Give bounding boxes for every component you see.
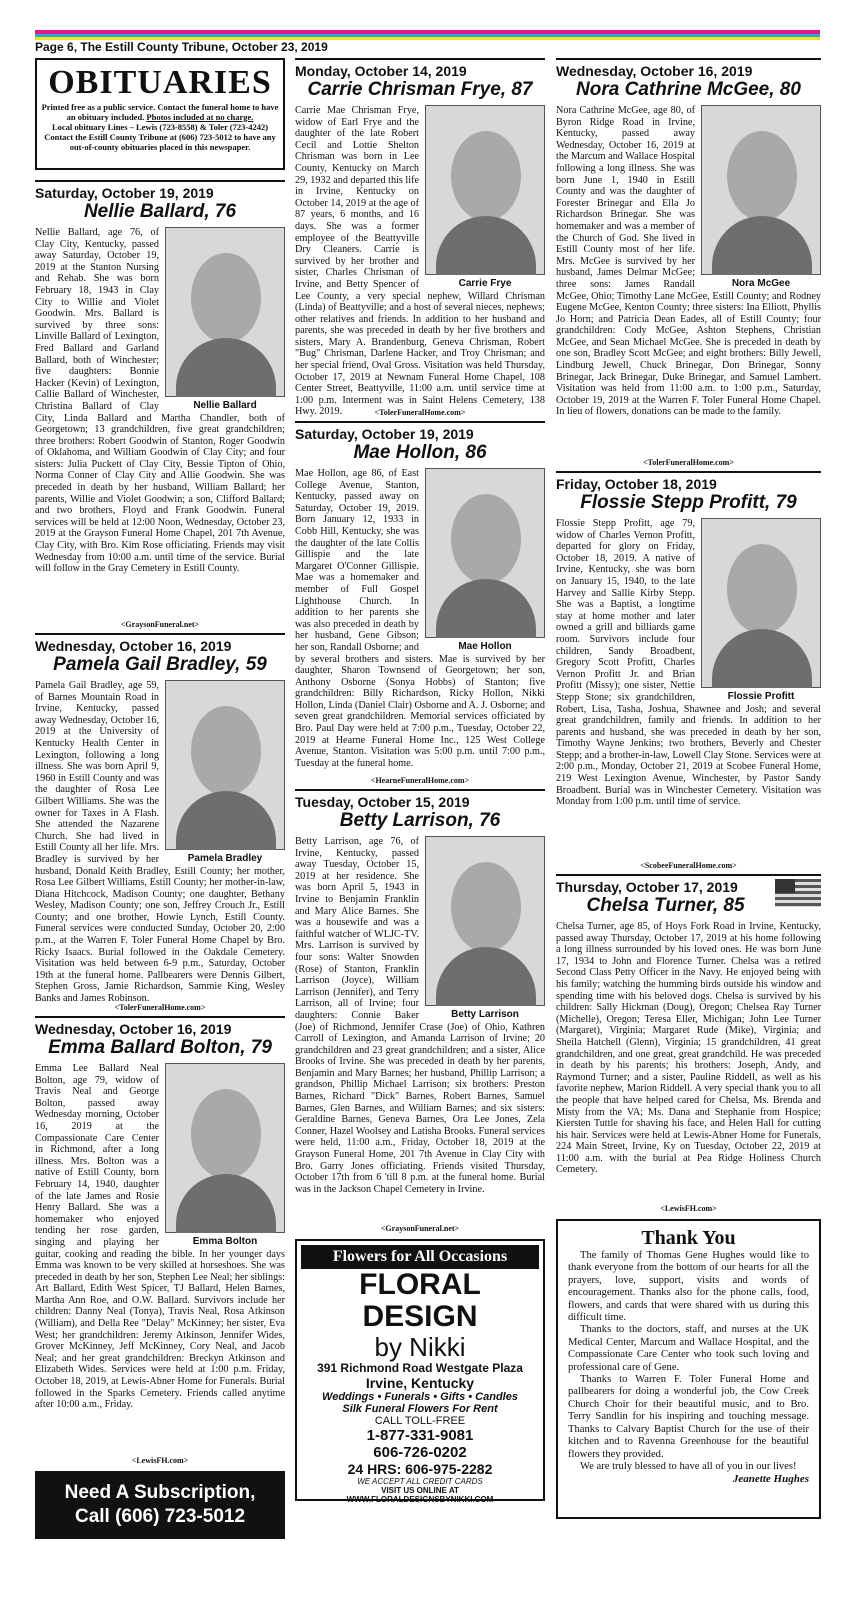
obit-hollon (295, 421, 545, 776)
obit-ballard (35, 180, 285, 620)
photo-caption: Carrie Frye (458, 278, 512, 289)
obit-profitt (556, 471, 821, 861)
obit-name: Pamela Gail Bradley, 59 (53, 654, 267, 675)
obit-name: Flossie Stepp Profitt, 79 (580, 492, 797, 513)
obit-text: Pamela Gail Bradley, age 59, of Barnes Mountain Road in Irvine, Kentucky, passed away Wednesday, October 16, 2019 at the University of Kentucky Health Center in Lexington, following a long illness. She was born April 9, 1960 in Estill County and was the daughter of Rosa Lee Gilbert Williams. She was the owner for Taxes in A Flash. She attended the Nazarene Church. She had lived in Estill County all her life. Mrs. Bradley is survived by her husband, Donald Keith Bradley, Estill County; her mother, Rosa Lee Gilbert Williams, Estill County; her mother-in-law, Diana Hitchcock, Madison County; one daughter, Bethany Wesley, Madison County; one son, Jeffrey Crouch Jr., Estill County; and one brother, Howie Lynch, Estill County. Funeral services were conducted Sunday, October 20, 2:00 p.m., at the Warren F. Toler Funeral Home Chapel by Bro. Ricky Isaacs. Burial followed in the Oakdale Cemetery. Visitation was held between 6-9 p.m., Saturday, October 19th at the funeral home. Pallbearers were Dennis Gilbert, Stephen Gross, Jamie Richardson, Sammie King, Wesley Banks and James Robinson. (35, 680, 285, 1005)
floral-design-ad (295, 1239, 545, 1504)
photo-caption: Betty Larrison (451, 1009, 519, 1020)
subscription-line: Call (606) 723-5012 (74, 1506, 246, 1527)
obit-source: <GraysonFuneral.net> (120, 620, 200, 629)
obit-photo (425, 105, 545, 289)
ad-phone: 1-877-331-9081 (366, 1427, 474, 1444)
ad-services: Weddings • Funerals • Gifts • Candles (322, 1391, 518, 1403)
thank-you-paragraph: Thanks to Warren F. Toler Funeral Home and pallbearers for doing a wonderful job, the Cow Creek Church Choir for their beautiful music, and to Bro. Terry Sandlin for his inspiring and touching message. Thanks to Calvary Baptist Church for the use of their kitchen and to Ravenna Greenhouse for the beautiful flowers they provided. (568, 1374, 809, 1460)
obit-source: <TolerFuneralHome.com> (114, 1003, 206, 1012)
obit-name: Carrie Chrisman Frye, 87 (307, 79, 533, 100)
obit-source: <HearneFuneralHome.com> (370, 776, 470, 785)
photo-caption: Emma Bolton (192, 1236, 258, 1247)
obit-photo (165, 227, 285, 411)
ad-phone: 24 HRS: 606-975-2282 (347, 1461, 493, 1477)
obit-source: <ScobeeFuneralHome.com> (640, 861, 737, 870)
obit-name: Nora Cathrine McGee, 80 (576, 79, 801, 100)
photo-caption: Flossie Profitt (727, 691, 795, 702)
obit-date: Saturday, October 19, 2019 (295, 421, 545, 442)
obit-photo (701, 105, 821, 289)
column-1 (35, 58, 285, 1539)
obit-date: Wednesday, October 16, 2019 (556, 58, 821, 79)
obit-text: Flossie Stepp Profitt, age 79, widow of Charles Vernon Profitt, departed for glory on Friday, October 18, 2019. A native of Irvine, Kentucky, she was born on January 15, 1940, to the late Harvey and Sallie Kirby Stepp. She was a Baptist, a longtime stay at home mother and later owned a grill and billiards game room. Survivors include four children, Sandy Broadbent, Gregory Scott Profitt, Charles Vernon Profitt Jr. and Brian Profitt (Missy); one sister, Nettie Stepp Stone; six grandchildren, Robert, Lisa, Tasha, Joshua, Shawnee and Josh; and several great grandchildren, family and friends. In addition to her parents and husband, she was preceded in death by her son, Timothy Wayne Jenkins; two brothers, Beverly and Chester Stepp; and a brother-in-law, Lowell Clay Stone. Services were at 2:00 p.m., Monday, October 21, 2019 at Scobee Funeral Home, 219 West Lexington Avenue, Winchester, by Pastor Sandy Broadbent. Burial was in Winchester Cemetery. Visitation was Monday from 1:00 p.m. until time of service. (556, 518, 821, 808)
ad-phone: 606-726-0202 (373, 1444, 467, 1461)
ad-silk: Silk Funeral Flowers For Rent (342, 1403, 498, 1415)
thank-you-box (556, 1219, 821, 1519)
masthead-line: Contact the Estill County Tribune at (606) 723-5012 to have any out-of-county obituaries placed in this newspaper. (44, 132, 276, 152)
obit-date: Tuesday, October 15, 2019 (295, 789, 545, 810)
masthead-line: Printed free as a public service. Contact the funeral home to have an obituary included. Photos included at no charge. (41, 102, 279, 122)
obit-photo (165, 680, 285, 864)
subscription-line: Need A Subscription, (64, 1482, 256, 1503)
thank-you-paragraph: The family of Thomas Gene Hughes would like to thank everyone from the bottom of our hearts for all the prayers, love, support, visits and words of encouragement. Thanks also for the phone calls, food, flowers, and cards that were shared with us during this difficult time. (568, 1250, 809, 1324)
obit-text: Mae Hollon, age 86, of East College Avenue, Stanton, Kentucky, passed away on Saturday, October 19, 2019. Born January 12, 1933 in Cobb Hill, Kentucky, she was the daughter of the late Collis Gillispie and the late Margaret O'Conner Gillispie. Mae was a homemaker and member of Full Gospel Lighthouse Church. In addition to her parents she was also preceded in death by her husband, Gene Gibson; her son, Randall Osborne; and by several brothers and sisters. Mae is survived by her daughter, Sharon Townsend of Georgetown; her son, Anthony Osborne (Sonya Hobbs) of Stanton; five grandchildren: Billy Richardson, Ricky Hollon, Nikki Hollon, Linda (Daniel Clair) Osborne and A. J. Osborne; and seven great grandchildren. Memorial services officiated by Bro. Paul Day were held at 7:00 p.m., Tuesday, October 22, 2019 at Hearne Funeral Home Inc., 125 West College Avenue, Stanton. Visitation was 5:00 p.m. until 7:00 p.m., Tuesday at the funeral home. (295, 468, 545, 769)
obit-text: Carrie Mae Chrisman Frye, widow of Earl Frye and the daughter of the late Robert Cecil and Lottie Shelton Chrisman was born in Lee County, Kentucky on March 29, 1932 and departed this life in Irvine, Kentucky on October 14, 2019 at the age of 87 years, 6 months, and 16 days. She was a former employee of the Beattyville Dry Cleaners. Carrie is survived by her brother and sister, Charles Chrisman of Irvine, and Betty Spencer of Lee County, a very special nephew, Willard Chrisman (Linda) of Beattyville; and a host of several nieces, nephews; other relatives and friends. In addition to her husband and parents, she was preceded in death by her five brothers and sisters, Mary A. Brandenburg, Geneva Chrisman, Robert "Bug" Chrisman, Darlene Hacker, and Troy Chrisman; and her special friend, Oval Gross. Visitation was held Thursday, October 17, 2019 at Newnam Funeral Home Chapel, 108 Center Street, Beattyville, 11:00 a.m. until service time at 1:00 p.m. Interment was in Saint Helens Cemetery, 138 Hwy. 2019. (295, 105, 545, 418)
obit-text: Betty Larrison, age 76, of Irvine, Kentucky, passed away Tuesday, October 15, 2019 at her residence. She was born April 5, 1943 in Irvine to Benjamin Franklin and Mary Alice Barnes. She was a housewife and was a faithful watcher of WLJC-TV. Mrs. Larrison is survived by four sons: Walter Snowden (Rose) of Stanton, Franklin Larrison (Joyce), William Larrison (Jennifer), and Terry Larrison, all of Irvine; four daughters: Connie Baker (Joe) of Richmond, Jennifer Crase (Joe) of Ohio, Kathren Carroll of Lexington, and Amanda Larrison of Irvine; 20 grandchildren and 23 great grandchildren; and a sister, Alice Brooks of Irvine. She was preceded in death by her parents, Benjamin and Mary Barnes; her husband, Phillip Larrison; a grandson, Phillip Michael Larrison; six brothers: Preston Barnes, Richard "Dick" Barnes, Robert Barnes, Samuel Barnes, Glen Barnes, and William Barnes; and six sisters: Geraldine Barnes, Geneva Barnes, Ora Lee Jones, Zela Conner, Hazel Woolsey and Latisha Brooks. Funeral services were held, 11:00 a.m., Friday, October 18, 2019 at the Grayson Funeral Home, 201 7th Avenue in Clay City with Bro. Garry Jones officiating. Friends visited Thursday, October 17th from 6 'till 8 p.m. at the funeral home. Burial was in the Jackson Chapel Cemetery in Irvine. (295, 836, 545, 1195)
ad-url[interactable]: WWW.FLORALDESIGNSBYNIKKI.COM (346, 1495, 494, 1504)
obit-photo (425, 468, 545, 652)
obit-name: Chelsa Turner, 85 (586, 895, 745, 916)
obit-text: Emma Lee Ballard Neal Bolton, age 79, widow of Travis Neal and George Bolton, passed away Wednesday morning, October 16, 2019 at the Compassionate Care Center in Richmond, after a long illness. Mrs. Bolton was a native of Estill County, born February 14, 1940, daughter of the late James and Rosie Henry Ballard. She was a homemaker who enjoyed tending her rose garden, singing and playing her guitar, cooking and reading the bible. In her younger days Emma was known to be very skilled at horseshoes. She was preceded in death by her son, Stephen Lee Neal; her siblings: Art Ballard, Edith West Spicer, TJ Ballard, Helen Barnes, Martha Ann Roe, and O.W. Ballard. Survivors include her children: Danny Neal (Tonya), Travis Neal, Rosa Atkinson (William), and Della Ree "Delay" McKinney; her sister, Eva West; her grandchildren: Jeremy Atkinson, Jennifer Wides, Grover McKinney, Jeff McKinney, Cory Neal, and Jacob Neal; and her great grandchildren: Breckyn Atkinson and Elizabeth Wides. Services were held at 1:00 p.m. Friday, October 18, 2019, at Lewis-Abner Home for Funerals. Burial followed in the Sparks Cemetery. Friends called anytime after 10:00 a.m., Friday. (35, 1063, 285, 1411)
obit-source: <LewisFH.com> (131, 1456, 189, 1465)
obit-date: Wednesday, October 16, 2019 (35, 633, 285, 654)
obit-text: Nellie Ballard, age 76, of Clay City, Kentucky, passed away Saturday, October 19, 2019 at the Stanton Nursing and Rehab. She was born February 18, 1943 in Clay City to Willie and Violet Goodwin. Mrs. Ballard is survived by three sons: Linville Ballard of Lexington, Fred Ballard and Garland Ballard, both of Winchester; five daughters: Bonnie Hacker (Kevin) of Lexington, Callie Ballard of Winchester, Christina Ballard of Clay City, Linda Ballard and Martha Chandler, both of Georgetown; 13 grandchildren, five great grandchildren; three brothers: Robert Goodwin of Stanton, Roger Goodwin of Oklahoma, and William Goodwin of Clay City; and four sisters: Julia Puckett of Clay City, Bessie Tipton of Ohio, Norma Conner of Clay City and Allie Goodwin. She was preceded in death by her husband, William Ballard; her parents, Willie and Violet Goodwin; a son, Clifford Ballard; and two brothers, Floyd and Frank Goodwin. Funeral services will be held at 12:00 Noon, Wednesday, October 23, 2019 at the Grayson Funeral Home Chapel, 201 7th Avenue, Clay City, with Bro. Kim Rose officiating. Friends may visit Wednesday from 10:00 a.m. until time of the service. Burial will follow in the Gray Cemetery in Estill County. (35, 227, 285, 575)
obit-photo (701, 518, 821, 702)
obit-text: Chelsa Turner, age 85, of Hoys Fork Road in Irvine, Kentucky, passed away Thursday, October 17, 2019 at his home following a long illness surrounded by his loved ones. He was born June 17, 1934 to John and Florence Turner. Chelsa was a retired Second Class Petty Officer in the Navy. He enjoyed being with his family; watching the humming birds outside his window and spending time with his beloved dogs. Chelsa is survived by his children: Sally Hickman (Doug), Oregon; Chelsea Ray Turner (Michelle), Oregon; Teresa Eller, Michigan; John Lee Turner (Margaret), Virginia; Margaret Rude (Mike), Virginia; and Sheila Hatchell (Glenn), Virginia; 15 grandchildren, 41 great grandchildren, and one great, great grandchild. He was preceded in death by his parents; his brothers: Joseph, Andy, and Raymond Turner; and a sister, Pauline Riddell, as well as his favorite nephew, Marion Riddell. A very special thank you to all the people that have helped cared for Chelsa, Ms. Brenda and Misty from the VA; Ms. Dana and Stephanie from Hospice; Kiersten Tuttle for shaving his face, and Helen Hall for cutting his hair. Services were held at Lewis-Abner Home for Funerals, 224 Main Street, Irvine, Ky on Tuesday, October 22, 2019 at 11:00 a.m. with the burial at Pea Ridge Holiness Church Cemetery. (556, 921, 821, 1176)
obit-name: Nellie Ballard, 76 (83, 201, 237, 222)
thank-you-title: Thank You (641, 1227, 736, 1249)
photo-caption: Pamela Bradley (187, 853, 263, 864)
photo-caption: Mae Hollon (458, 641, 512, 652)
obit-turner (556, 874, 821, 1204)
ad-city: Irvine, Kentucky (365, 1375, 475, 1391)
thank-you-signature: Jeanette Hughes (732, 1473, 809, 1486)
obit-larrison (295, 789, 545, 1224)
thank-you-paragraph: We are truly blessed to have all of you in our lives! (580, 1460, 797, 1472)
ad-brand: FLORAL DESIGN (359, 1268, 481, 1333)
obit-source: <TolerFuneralHome.com> (374, 408, 466, 417)
obit-source: <TolerFuneralHome.com> (643, 458, 734, 467)
ad-cards: WE ACCEPT ALL CREDIT CARDS (357, 1477, 483, 1486)
photo-caption: Nora McGee (731, 278, 791, 289)
obit-name: Mae Hollon, 86 (353, 442, 487, 463)
page-header: Page 6, The Estill County Tribune, October 23, 2019 (35, 40, 328, 54)
ad-visit: VISIT US ONLINE AT (381, 1486, 459, 1495)
obit-date: Monday, October 14, 2019 (295, 58, 545, 79)
obit-name: Betty Larrison, 76 (339, 810, 501, 831)
column-2 (295, 58, 545, 1504)
obit-name: Emma Ballard Bolton, 79 (48, 1037, 272, 1058)
masthead (35, 58, 285, 170)
obit-photo (165, 1063, 285, 1247)
ad-address: 391 Richmond Road Westgate Plaza (317, 1361, 523, 1375)
ad-call: CALL TOLL-FREE (374, 1415, 466, 1427)
obit-date: Thursday, October 17, 2019 (556, 874, 821, 895)
ad-title: Flowers for All Occasions (301, 1245, 539, 1269)
masthead-title: OBITUARIES (48, 64, 272, 101)
obit-source: <LewisFH.com> (660, 1204, 717, 1213)
obit-source: <GraysonFuneral.net> (380, 1224, 460, 1233)
obit-text: Nora Cathrine McGee, age 80, of Byron Ridge Road in Irvine, Kentucky, passed away Wednesday, October 16, 2019 at the Marcum and Wallace Hospital following a long illness. She was born June 1, 1940 in Estill County and was the daughter of Forester Brinegar and Ella Jo Richardson Brinegar. She was homemaker and was a member of the Church of God. She lived in Estill County most of her life. Mrs. McGee is survived by her husband, James Delmar McGee; three sons: James Randall McGee, Ohio; Timothy Lane McGee, Estill County; and Rodney Eugene McGee, Kenton County; three sisters: Ina Elliott, Phyllis Jo Horn; and Patricia Dean Eades, all of Estill County; four grandchildren: Cody McGee, Ashton Stephens, Christian McGee, and Sean Michael McGee. She is preceded in death by one son, Bradley Scott McGee; and eight brothers: Billy Jewell, Lindburg Jewell, Chuck Brinegar, Don Brinegar, Sonny Brinegar, Jack Brinegar, Duke Brinegar, and Samuel Lambert. Visitation was held from 11:00 a.m. to 1:00 p.m., Saturday, October 19, 2019 at the Warren F. Toler Funeral Home Chapel. In lieu of flowers, donations can be made to the family. (556, 105, 821, 418)
obit-date: Saturday, October 19, 2019 (35, 180, 285, 201)
masthead-line: Local obituary Lines – Lewis (723-8558) & Toler (723-4242) (51, 122, 269, 132)
obit-mcgee (556, 58, 821, 458)
us-flag-icon (775, 879, 821, 907)
thank-you-paragraph: Thanks to the doctors, staff, and nurses at the UK Medical Center, Marcum and Wallace Hospital, and the Compassionate Care Center who took such loving and professional care of Gene. (568, 1324, 809, 1373)
obit-date: Wednesday, October 16, 2019 (35, 1016, 285, 1037)
obit-bolton (35, 1016, 285, 1456)
obit-date: Friday, October 18, 2019 (556, 471, 821, 492)
obit-photo (425, 836, 545, 1020)
obit-bradley (35, 633, 285, 1003)
column-3 (556, 58, 821, 1519)
photo-caption: Nellie Ballard (193, 400, 257, 411)
subscription-banner (35, 1471, 285, 1539)
ad-brand: by Nikki (374, 1332, 466, 1362)
